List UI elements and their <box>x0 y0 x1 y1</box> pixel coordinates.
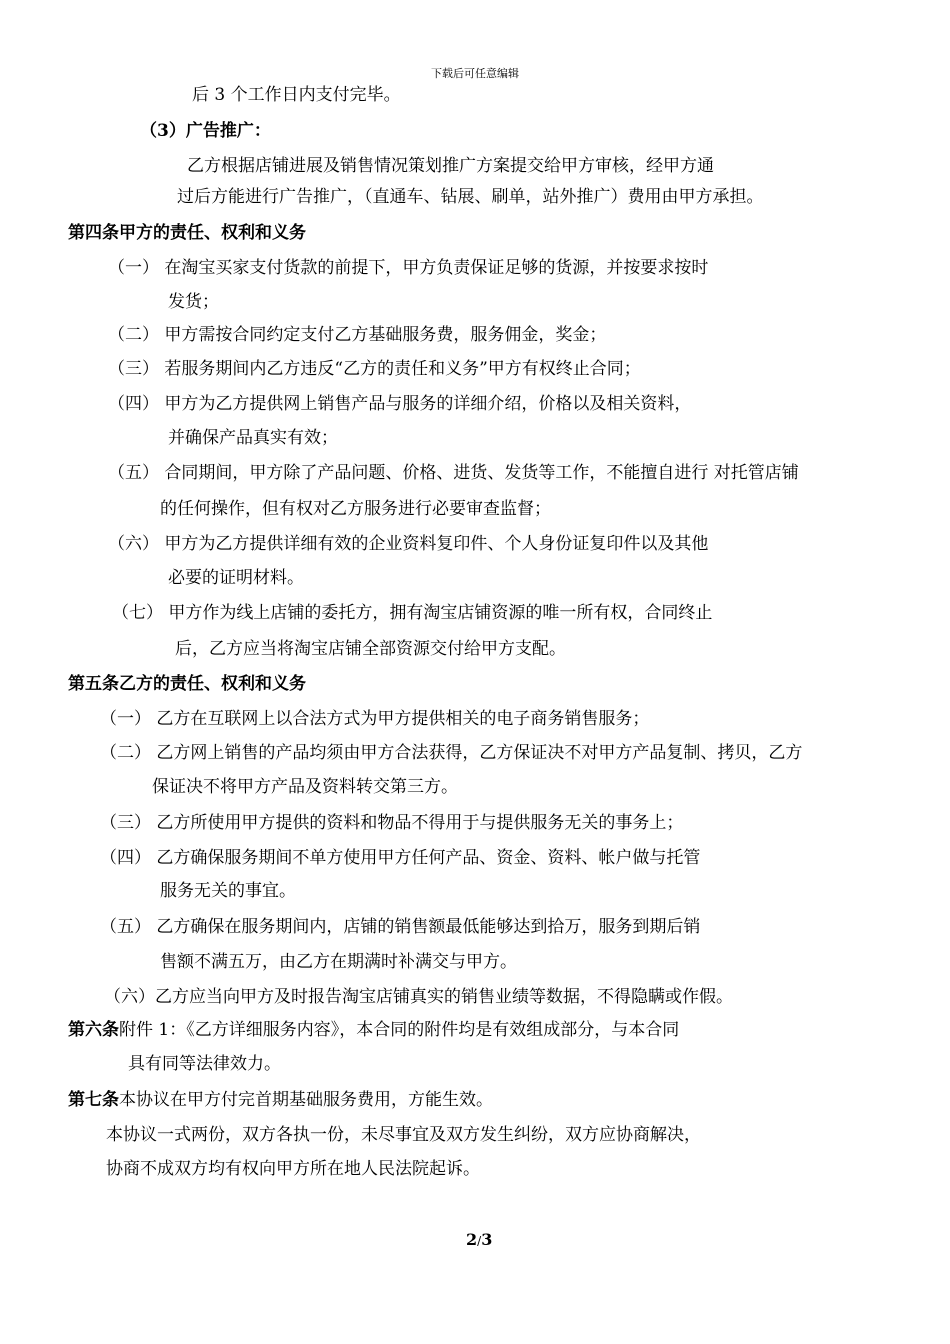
list-item: （二） 乙方网上销售的产品均须由甲方合法获得，乙方保证决不对甲方产品复制、拷贝，乙方 <box>100 743 803 763</box>
paragraph-line: 过后方能进行广告推广，（直通车、钻展、刷单，站外推广）费用由甲方承担。 <box>177 187 764 207</box>
page-total: 3 <box>481 1230 493 1249</box>
section-7 <box>68 1089 493 1111</box>
section-6-text: 附件 1：《乙方详细服务内容》，本合同的附件均是有效组成部分，与本合同 <box>119 1020 680 1040</box>
page-number <box>466 1229 492 1252</box>
paragraph-line: 后 3 个工作日内支付完毕。 <box>192 85 401 105</box>
list-item: （六） 甲方为乙方提供详细有效的企业资料复印件、个人身份证复印件以及其他 <box>108 534 709 554</box>
list-item: （七） 甲方作为线上店铺的委托方，拥有淘宝店铺资源的唯一所有权，合同终止 <box>112 603 713 623</box>
list-item: （一） 乙方在互联网上以合法方式为甲方提供相关的电子商务销售服务； <box>100 709 650 729</box>
list-item: （四） 乙方确保服务期间不单方使用甲方任何产品、资金、资料、帐户做与托管 <box>100 848 701 868</box>
list-item: （五） 合同期间，甲方除了产品问题、价格、进货、发货等工作，不能擅自进行 对托管店铺 <box>108 463 799 483</box>
list-item: （三） 若服务期间内乙方违反“乙方的责任和义务”甲方有权终止合同； <box>108 359 641 379</box>
page-current: 2 <box>466 1230 478 1249</box>
section-4-title: 第四条甲方的责任、权利和义务 <box>68 223 306 243</box>
subheading-ad-promotion: （3）广告推广： <box>140 121 271 141</box>
list-item-continuation: 并确保产品真实有效； <box>168 428 338 448</box>
section-6 <box>68 1019 679 1041</box>
list-item-continuation: 发货； <box>168 292 219 312</box>
paragraph-line: 协商不成双方均有权向甲方所在地人民法院起诉。 <box>106 1159 480 1179</box>
list-item-continuation: 服务无关的事宜。 <box>160 881 296 901</box>
paragraph-line: 具有同等法律效力。 <box>128 1054 281 1074</box>
list-item-continuation: 必要的证明材料。 <box>168 568 304 588</box>
list-item: （一） 在淘宝买家支付货款的前提下，甲方负责保证足够的货源，并按要求按时 <box>108 258 709 278</box>
list-item-continuation: 保证决不将甲方产品及资料转交第三方。 <box>152 777 458 797</box>
list-item-continuation: 后，乙方应当将淘宝店铺全部资源交付给甲方支配。 <box>175 639 566 659</box>
list-item: （六）乙方应当向甲方及时报告淘宝店铺真实的销售业绩等数据，不得隐瞒或作假。 <box>104 987 733 1007</box>
list-item-continuation: 的任何操作，但有权对乙方服务进行必要审查监督； <box>160 499 551 519</box>
paragraph-line: 本协议一式两份，双方各执一份，未尽事宜及双方发生纠纷，双方应协商解决， <box>106 1125 701 1145</box>
section-7-text: 本协议在甲方付完首期基础服务费用，方能生效。 <box>119 1090 493 1110</box>
list-item: （五） 乙方确保在服务期间内，店铺的销售额最低能够达到拾万，服务到期后销 <box>100 917 701 937</box>
list-item: （二） 甲方需按合同约定支付乙方基础服务费，服务佣金，奖金； <box>108 325 607 345</box>
list-item: （四） 甲方为乙方提供网上销售产品与服务的详细介绍，价格以及相关资料， <box>108 394 692 414</box>
page-header: 下载后可任意编辑 <box>431 67 519 80</box>
list-item: （三） 乙方所使用甲方提供的资料和物品不得用于与提供服务无关的事务上； <box>100 813 684 833</box>
section-5-title: 第五条乙方的责任、权利和义务 <box>68 674 306 694</box>
list-item-continuation: 售额不满五万，由乙方在期满时补满交与甲方。 <box>160 952 517 972</box>
page-separator: / <box>477 1234 482 1248</box>
section-6-label: 第六条 <box>68 1020 119 1040</box>
paragraph-line: 乙方根据店铺进展及销售情况策划推广方案提交给甲方审核，经甲方通 <box>187 156 714 176</box>
section-7-label: 第七条 <box>68 1090 119 1110</box>
